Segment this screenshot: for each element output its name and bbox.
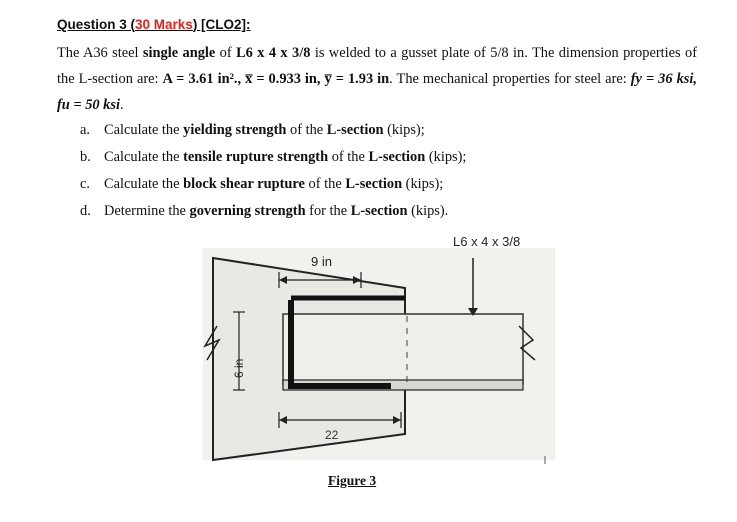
bold-run: single angle [142, 45, 216, 61]
title-suffix: ) [CLO2]: [192, 17, 251, 32]
text-run: of the [328, 149, 369, 165]
bold-run: L-section [368, 149, 426, 165]
text-run: (kips). [407, 203, 449, 219]
text-run: (kips); [383, 122, 425, 138]
text-run: . [119, 97, 124, 113]
angle-leg [283, 314, 523, 384]
figure-caption: Figure 3 [328, 473, 377, 488]
task-item-a [80, 122, 425, 139]
text-run: . The mechanical properties for steel are: [389, 71, 631, 87]
leg-dimension-label: 6 in [232, 358, 246, 378]
bottom-weld-length: 22 [325, 428, 339, 442]
item-label: d. [80, 203, 91, 219]
marks-value: 30 Marks [135, 17, 193, 32]
task-item-b [80, 149, 466, 166]
text-run: Calculate the [104, 176, 184, 192]
bold-run: block shear rupture [183, 176, 305, 192]
text-run: Determine the [104, 203, 190, 219]
text-run: The A36 steel [57, 45, 143, 61]
text-run: of the [304, 176, 346, 192]
text-run: (kips); [402, 176, 444, 192]
bold-run: yielding strength [183, 122, 287, 138]
task-item-c [80, 176, 443, 193]
bold-run: L-section [326, 122, 384, 138]
bold-run: L-section [345, 176, 403, 192]
bold-run: tensile rupture strength [183, 149, 329, 165]
text-run: for the [305, 203, 351, 219]
title-prefix: Question 3 ( [57, 17, 136, 32]
top-weld-length: 9 in [311, 254, 332, 269]
section-label: L6 x 4 x 3/8 [453, 234, 521, 249]
task-item-d [80, 203, 448, 220]
item-label: b. [80, 149, 91, 165]
bold-run: A = 3.61 in²., x̅ = 0.933 in, y̅ = 1.93 in [162, 71, 390, 87]
text-run: is welded to a gusset plate of 5/8 in. The dimension properties of the L-section are: [57, 45, 697, 87]
text-run: of [215, 45, 237, 61]
bold-run: governing strength [189, 203, 306, 219]
text-run: Calculate the [104, 149, 184, 165]
item-label: c. [80, 176, 90, 192]
bold-run: fy = 36 ksi, fu = 50 ksi [57, 71, 697, 113]
text-run: (kips); [425, 149, 467, 165]
connection-figure [195, 228, 565, 468]
bold-run: L6 x 4 x 3/8 [236, 45, 311, 61]
text-run: Calculate the [104, 122, 184, 138]
bold-run: L-section [350, 203, 408, 219]
problem-statement [57, 40, 697, 118]
text-run: of the [286, 122, 327, 138]
question-title [57, 17, 251, 32]
item-label: a. [80, 122, 90, 138]
